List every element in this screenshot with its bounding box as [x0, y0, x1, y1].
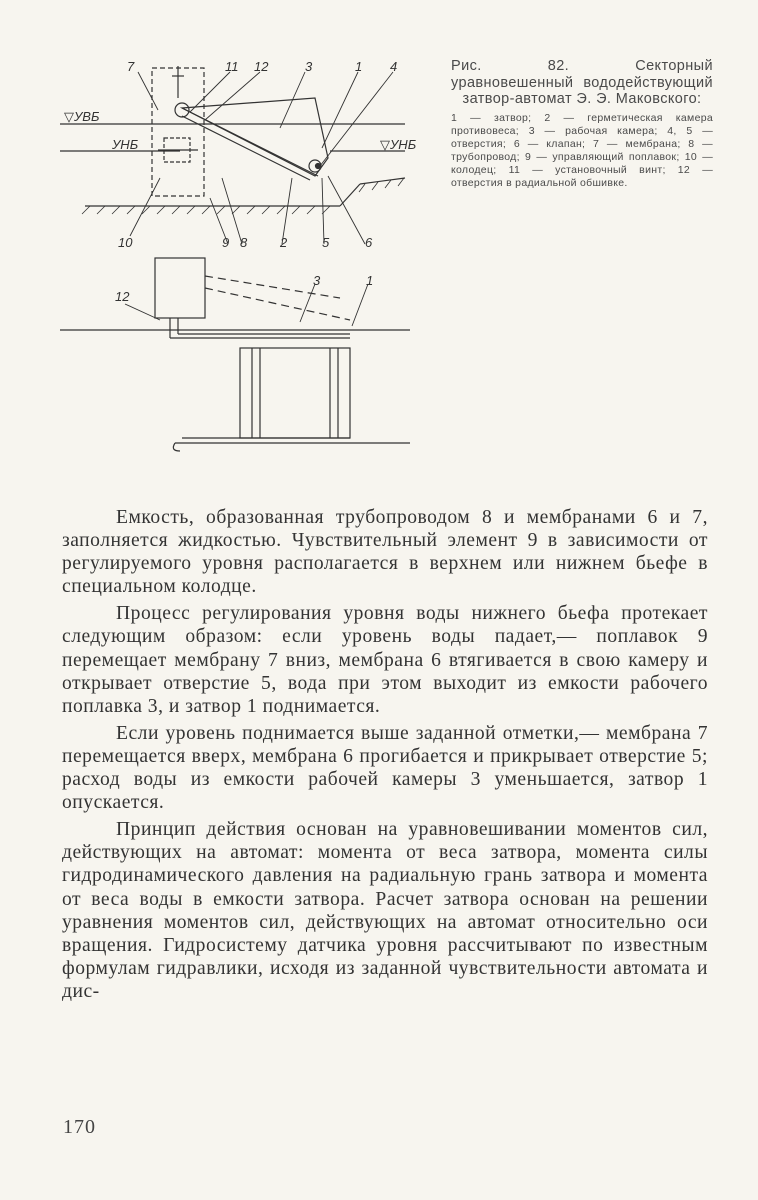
label-unb-right: ▽УНБ	[380, 137, 417, 152]
caption-legend: 1 — затвор; 2 — герметическая камера противовеса; 3 — рабочая камера; 4, 5 — отверстия; 6 — клапан; 7 — мембрана; 8 — трубопровод; 9 — управляющий поплавок; 10 — колодец; 11 — установочный винт; 12 — отверстия в радиальной обшивке.	[451, 111, 713, 189]
gate-diagram	[60, 58, 440, 458]
label-uvb: ▽УВБ	[64, 109, 100, 124]
paragraph-1: Емкость, образованная трубопроводом 8 и мембранами 6 и 7, заполняется жидкостью. Чувствительный элемент 9 в зависимости от регулируемого уровня располагается в верхнем или нижнем бьефе в специальном колодце.	[62, 507, 708, 598]
label-10: 10	[118, 235, 133, 250]
label-5: 5	[322, 235, 330, 250]
label-2: 2	[280, 235, 288, 250]
label-1-lower: 1	[366, 273, 374, 288]
label-1: 1	[355, 59, 363, 74]
caption-title: Рис. 82. Секторный уравновешенный вододействующий затвор-автомат Э. Э. Маковского:	[451, 58, 713, 107]
label-11: 11	[225, 59, 239, 74]
label-3: 3	[305, 59, 313, 74]
page-number: 170	[63, 1116, 96, 1138]
label-7: 7	[127, 59, 135, 74]
paragraph-4: Принцип действия основан на уравновешивании моментов сил, действующих на автомат: момента от веса затвора, момента силы гидродинамического давления на радиальную грань затвора и момента от веса воды в емкости затвора. Расчет затвора основан на решении уравнения моментов сил, действующих на автомат относительно оси вращения. Гидросистему датчика уровня рассчитывают по известным формулам гидравлики, исходя из заданной чувствительности автомата и дис-	[62, 819, 708, 1002]
label-12: 12	[254, 59, 269, 74]
figure-caption	[451, 58, 713, 190]
float-chamber	[155, 258, 205, 318]
label-4: 4	[390, 59, 398, 74]
label-8: 8	[240, 235, 248, 250]
label-9: 9	[222, 235, 230, 250]
label-unb-left: УНБ	[112, 137, 139, 152]
gate-plan	[240, 348, 350, 438]
label-6: 6	[365, 235, 373, 250]
paragraph-3: Если уровень поднимается выше заданной отметки,— мембрана 7 перемещается вверх, мембрана 6 прогибается и прикрывает отверстие 5; расход воды из емкости рабочей камеры 3 уменьшается, затвор 1 опускается.	[62, 722, 708, 814]
label-12-lower: 12	[115, 289, 130, 304]
paragraph-2: Процесс регулирования уровня воды нижнего бьефа протекает следующим образом: если уровень воды падает,— поплавок 9 перемещает мембрану 7 вниз, мембрана 6 втягивается в свою камеру и открывает отверстие 5, вода при этом выходит из емкости рабочего поплавка 3, и затвор 1 поднимается.	[62, 603, 708, 717]
body-text	[62, 506, 708, 1003]
figure-82	[60, 58, 440, 458]
label-3-lower: 3	[313, 273, 321, 288]
